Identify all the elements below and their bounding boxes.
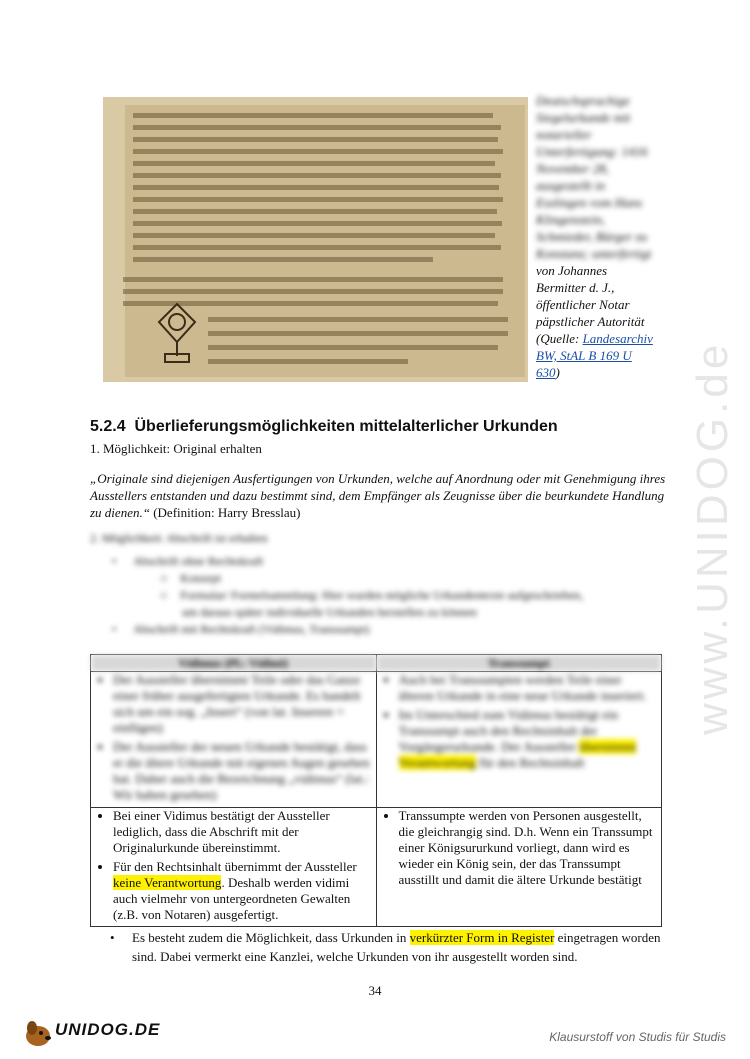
blurred-section: 2. Möglichkeit: Abschrift ist erhalten • Abschrift ohne Rechtskraft ○ Konzept ○ Formular/ Formelsammlung: Hier wurden mögliche Urkundentexte aufgeschrieben, um daraus später individuelle Urkunden herstellen zu können • Abschrift mit Rechtskraft (Vidimus, Transsumpt) — [90, 531, 584, 636]
definition-quote: „Originale sind diejenigen Ausfertigungen von Urkunden, welche auf Anordnung oder mit Genehmigung ihres Ausstellers entstanden und dazu bestimmt sind, dem Empfänger als Zeugnisse über die beurkundete Handlung zu dienen.“ (Definition: Harry Bresslau) — [90, 471, 666, 520]
comparison-table — [90, 654, 662, 927]
charter-image — [103, 97, 528, 382]
image-caption: von Johannes Bermitter d. J., öffentlicher Notar päpstlicher Autorität (Quelle: Landesarchiv BW, StAL B 169 U 630) — [536, 263, 653, 380]
source-link-3[interactable]: 630 — [536, 365, 556, 380]
logo-text[interactable]: UNIDOG.DE — [55, 1020, 161, 1039]
col2-clear-cell — [376, 808, 662, 927]
col2-header: Transsumpt — [376, 655, 662, 672]
highlight-register: verkürzter Form in Register — [409, 930, 555, 945]
seal-icon — [155, 302, 199, 364]
section-heading: 5.2.4 Überlieferungsmöglichkeiten mittelalterlicher Urkunden — [90, 418, 558, 435]
page-number: 34 — [368, 983, 382, 998]
highlight-keine-verantwortung: keine Verantwortung — [113, 875, 222, 890]
register-bullet: • Es besteht zudem die Möglichkeit, dass Urkunden in verkürzter Form in Register eingetragen worden sind. Dabei vermerkt eine Kanzlei, welche Urkunden von ihr ausgestellt worden sind. — [110, 930, 661, 964]
vidimus-point-1: • Bei einer Vidimus bestätigt der Aussteller lediglich, dass die Abschrift mit der Originalurkunde übereinstimmt. — [113, 808, 372, 856]
col2-blurred-cell: • Auch bei Transsumpten werden Teile einer älteren Urkunde in eine neue Urkunde inseriert. • Im Unterschied zum Vidimus bestätigt ein Transsumpt auch den Rechtsinhalt der Vorgängerurkunde. Der Aussteller übernimmt Verantwortung für den Rechtsinhalt — [376, 672, 662, 808]
vidimus-point-2: • Für den Rechtsinhalt übernimmt der Aussteller keine Verantwortung. Deshalb werden vidimi auch vielmehr von untergeordneten Gewalten (z.B. von Notaren) ausgefertigt. — [113, 859, 372, 923]
col1-clear-cell — [91, 808, 377, 927]
footer-tagline: Klausurstoff von Studis für Studis — [549, 1030, 726, 1044]
source-link-2[interactable]: BW, StAL B 169 U — [536, 348, 632, 363]
watermark: www.UNIDOG.de — [688, 340, 737, 735]
col1-blurred-cell: • Der Aussteller übernimmt Teile oder das Ganze einer früher ausgefertigten Urkunde. Es handelt sich um ein sog. „Insert“ (von lat. Inserere = einfügen) • Der Aussteller der neuen Urkunde bestätigt, dass er die ältere Urkunde mit eigenen Augen gesehen hat. Daher auch die Bezeichnung „vidimus“ (lat.: Wir haben gesehen) — [91, 672, 377, 808]
col1-header: Vidimus (Pl.: Vidimi) — [91, 655, 377, 672]
source-line: (Quelle: Landesarchiv — [536, 331, 653, 346]
caption-blurred: Deutschsprachige Siegelurkunde mit notarieller Unterfertigung: 1416 November 28, ausgestellt in Esslingen vom Hans Klingenstein, Schmieder, Bürger zu Konstanz; unterfertigt — [536, 93, 652, 261]
source-link[interactable]: Landesarchiv — [582, 331, 653, 346]
option-1-label: 1. Möglichkeit: Original erhalten — [90, 441, 262, 456]
bullet-icon: • — [110, 930, 115, 945]
transsumpt-point: • Transsumpte werden von Personen ausgestellt, die gleichrangig sind. D.h. Wenn ein Transsumpt einer Königsururkund vorliegt, dann wird es wieder ein König sein, der das Transsumpt ausstillt und damit die ältere Urkunde bestätigt — [399, 808, 658, 888]
